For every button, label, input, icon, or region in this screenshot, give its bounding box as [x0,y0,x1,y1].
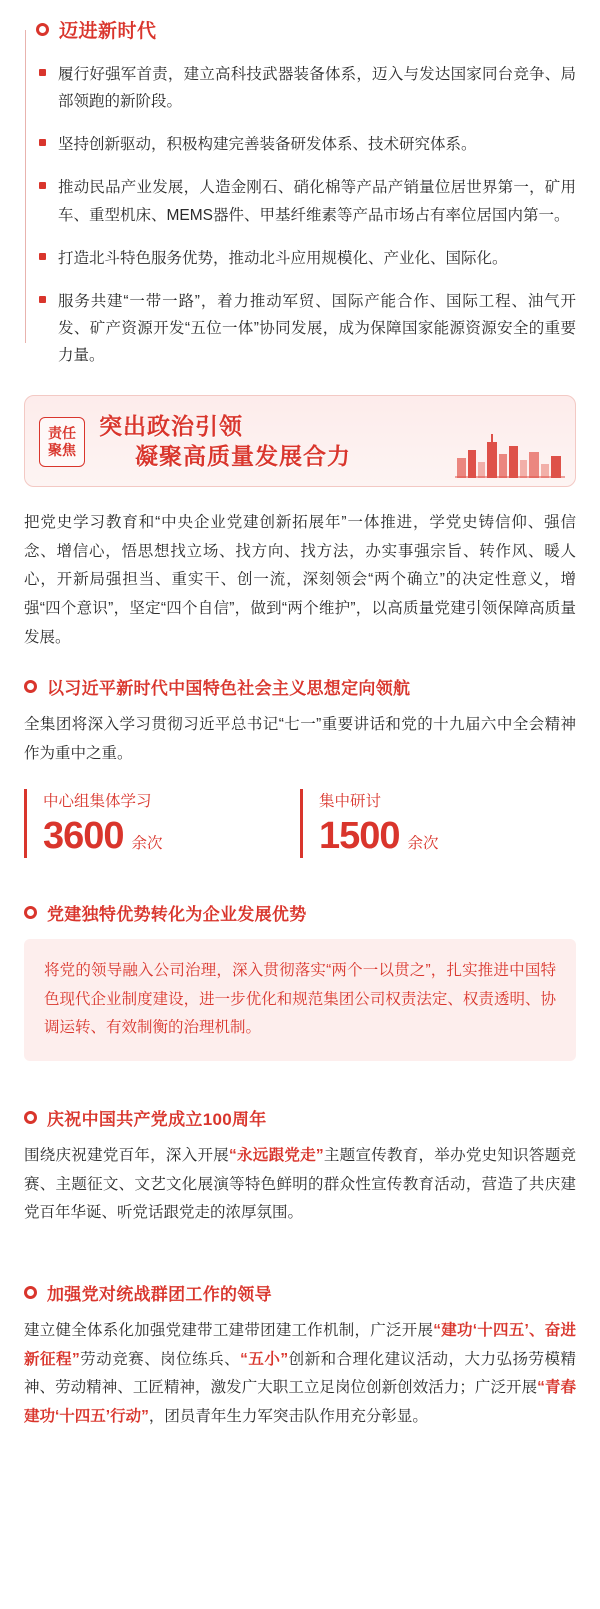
subsection-title: 加强党对统战群团工作的领导 [47,1284,272,1304]
stat-number: 1500 [319,814,400,857]
square-bullet-icon [39,253,46,260]
ring-bullet-icon [24,1286,37,1299]
city-skyline-icon [455,432,565,478]
stat-value-row [43,815,300,858]
stat-label: 集中研讨 [319,792,382,810]
subsection-title: 以习近平新时代中国特色社会主义思想定向领航 [47,679,411,699]
stat-unit: 余次 [131,834,163,852]
banner-tag-line1: 责任 [48,425,76,442]
quote-box [24,939,576,1061]
uf-text-1: 建立健全体系化加强党建带工建带团建工作机制，广泛开展 [24,1321,434,1339]
list-item-text: 推动民品产业发展，人造金刚石、硝化棉等产品产销量位居世界第一，矿用车、重型机床、MEMS器件、甲基纤维素等产品市场占有率位居国内第一。 [58,179,576,224]
uf-highlight-1: “建功‘十四五’、奋进新征程” [24,1321,576,1368]
banner-tag-line2: 聚焦 [48,442,76,459]
stats-row [24,789,576,858]
uf-text-2: 劳动竞赛、岗位练兵、 [79,1350,241,1368]
subsection-heading-advantage [24,900,576,925]
list-item [42,61,576,115]
stat-value-row [319,815,576,858]
stat-label: 中心组集体学习 [43,792,152,810]
banner-title-line1: 突出政治引领 [99,413,243,440]
subsection-heading-navigation [24,674,576,699]
stat-number: 3600 [43,814,124,857]
uf-text-3: 创新和合理化建议活动，大力弘扬劳模精神、劳动精神、工匠精神，激发广大职工立足岗位创新创效活力；广泛开展 [24,1350,576,1397]
united-front-paragraph [24,1317,576,1432]
list-item [42,174,576,228]
ring-bullet-icon [24,1111,37,1124]
square-bullet-icon [39,69,46,76]
stat-unit: 余次 [407,834,439,852]
square-bullet-icon [39,182,46,189]
quote-text: 将党的领导融入公司治理，深入贯彻落实“两个一以贯之”，扎实推进中国特色现代企业制度建设，进一步优化和规范集团公司权责法定、权责透明、协调运转、有效制衡的治理机制。 [44,961,556,1037]
anniversary-text-post: 主题宣传教育，举办党史知识答题竞赛、主题征文、文艺文化展演等特色鲜明的群众性宣传教育活动，营造了共庆建党百年华诞、听党话跟党走的浓厚氛围。 [24,1146,576,1222]
ring-bullet-icon [36,23,49,36]
subsection-heading-united-front [24,1280,576,1305]
section-title: 迈进新时代 [59,21,157,42]
list-item-text: 履行好强军首责，建立高科技武器装备体系，迈入与发达国家同台竞争、局部领跑的新阶段。 [58,66,576,111]
anniversary-paragraph [24,1142,576,1228]
subsection-heading-anniversary [24,1105,576,1130]
banner-tag [39,417,85,467]
uf-text-4: ，团员青年生力军突击队作用充分彰显。 [148,1407,428,1425]
uf-highlight-3: “青春建功‘十四五’行动” [24,1379,576,1425]
square-bullet-icon [39,139,46,146]
square-bullet-icon [39,296,46,303]
timeline-section [24,16,576,369]
list-item [42,245,576,272]
list-item [42,288,576,369]
list-item-text: 服务共建“一带一路”，着力推动军贸、国际产能合作、国际工程、油气开发、矿产资源开发“五位一体”协同发展，成为保障国家能源资源安全的重要力量。 [58,292,576,364]
anniversary-text-highlight: “永远跟党走” [229,1146,324,1164]
subsection-title: 党建独特优势转化为企业发展优势 [47,904,307,924]
list-item-text: 坚持创新驱动，积极构建完善装备研发体系、技术研究体系。 [58,136,477,154]
section-heading-new-era [42,16,576,43]
section-banner [24,395,576,487]
subsection-title: 庆祝中国共产党成立100周年 [47,1109,267,1129]
ring-bullet-icon [24,680,37,693]
banner-title-line2: 凝聚高质量发展合力 [135,443,351,470]
anniversary-text-pre: 围绕庆祝建党百年，深入开展 [24,1146,230,1164]
list-item [42,131,576,158]
uf-highlight-2: “五小” [240,1350,289,1368]
intro-paragraph: 把党史学习教育和“中央企业党建创新拓展年”一体推进，学党史铸信仰、强信念、增信心，悟思想找立场、找方向、找方法，办实事强宗旨、转作风、暖人心，开新局强担当、重实干、创一流，深刻领会“两个确立”的决定性意义，增强“四个意识”，坚定“四个自信”，做到“两个维护”，以高质量党建引领保障高质量发展。 [24,514,576,646]
list-item-text: 打造北斗特色服务优势，推动北斗应用规模化、产业化、国际化。 [58,249,508,267]
timeline-vertical-line [25,30,26,343]
stat-item [300,789,576,858]
navigation-paragraph: 全集团将深入学习贯彻习近平总书记“七一”重要讲话和党的十九届六中全会精神作为重中之重。 [24,716,576,763]
stat-item [24,789,300,858]
ring-bullet-icon [24,906,37,919]
